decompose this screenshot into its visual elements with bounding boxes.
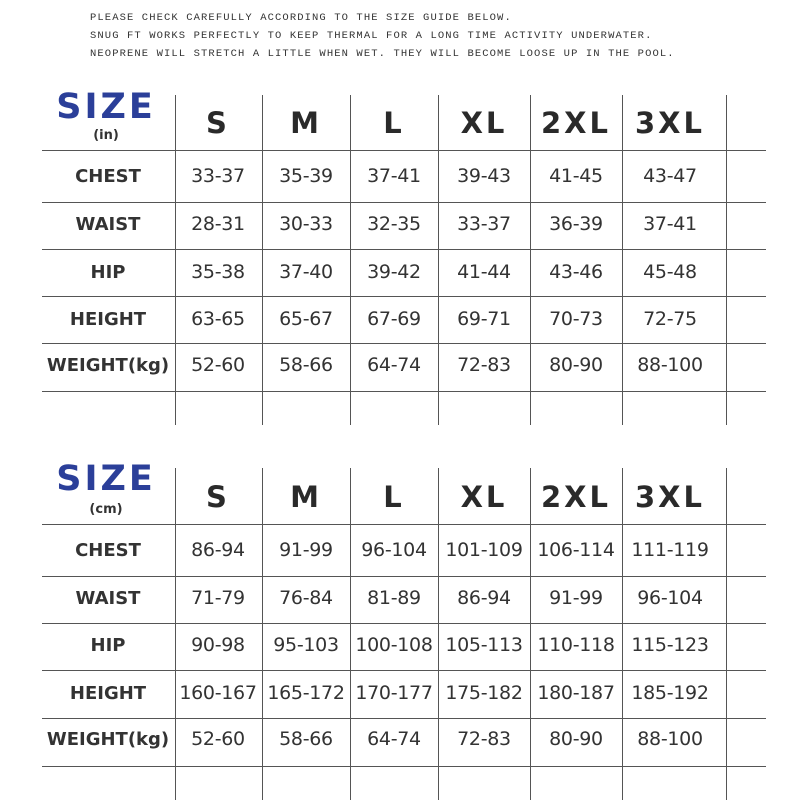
size-header: XL bbox=[460, 480, 508, 514]
table-cell: 35-38 bbox=[191, 261, 245, 283]
table-cell: 90-98 bbox=[191, 634, 245, 656]
table-cell: 32-35 bbox=[367, 213, 421, 235]
table-cell: 39-43 bbox=[457, 165, 511, 187]
table-rule bbox=[42, 623, 766, 624]
table-cell: 64-74 bbox=[367, 354, 421, 376]
table-rule bbox=[42, 391, 766, 392]
table-rule bbox=[42, 766, 766, 767]
table-cell: 37-40 bbox=[279, 261, 333, 283]
table-cell: 105-113 bbox=[445, 634, 523, 656]
table-cell: 71-79 bbox=[191, 587, 245, 609]
size-header: XL bbox=[460, 106, 508, 140]
table-cell: 52-60 bbox=[191, 728, 245, 750]
table-cell: 64-74 bbox=[367, 728, 421, 750]
size-header: S bbox=[206, 106, 230, 140]
table-cell: 36-39 bbox=[549, 213, 603, 235]
table-cell: 88-100 bbox=[637, 728, 703, 750]
size-header: M bbox=[290, 106, 322, 140]
table-cell: 91-99 bbox=[279, 539, 333, 561]
unit-label: (in) bbox=[93, 128, 119, 143]
table-cell: 180-187 bbox=[537, 682, 615, 704]
table-cell: 96-104 bbox=[637, 587, 703, 609]
table-cell: 58-66 bbox=[279, 354, 333, 376]
table-cell: 39-42 bbox=[367, 261, 421, 283]
column-rule bbox=[175, 95, 176, 425]
table-cell: 185-192 bbox=[631, 682, 709, 704]
table-cell: 80-90 bbox=[549, 728, 603, 750]
table-cell: 37-41 bbox=[367, 165, 421, 187]
table-cell: 165-172 bbox=[267, 682, 345, 704]
table-rule bbox=[42, 343, 766, 344]
table-cell: 43-47 bbox=[643, 165, 697, 187]
table-cell: 28-31 bbox=[191, 213, 245, 235]
table-rule bbox=[42, 524, 766, 525]
size-header: L bbox=[383, 106, 405, 140]
table-cell: 101-109 bbox=[445, 539, 523, 561]
column-rule bbox=[438, 468, 439, 800]
table-cell: 76-84 bbox=[279, 587, 333, 609]
column-rule bbox=[726, 95, 727, 425]
table-cell: 63-65 bbox=[191, 308, 245, 330]
table-rule bbox=[42, 202, 766, 203]
row-label: HEIGHT bbox=[69, 683, 147, 704]
table-cell: 111-119 bbox=[631, 539, 709, 561]
table-cell: 65-67 bbox=[279, 308, 333, 330]
column-rule bbox=[438, 95, 439, 425]
row-label: CHEST bbox=[75, 166, 141, 187]
table-cell: 69-71 bbox=[457, 308, 511, 330]
table-rule bbox=[42, 670, 766, 671]
table-cell: 95-103 bbox=[273, 634, 339, 656]
size-chart-centimeters bbox=[0, 459, 800, 800]
table-cell: 30-33 bbox=[279, 213, 333, 235]
size-header: 3XL bbox=[634, 480, 706, 514]
size-header: M bbox=[290, 480, 322, 514]
table-cell: 35-39 bbox=[279, 165, 333, 187]
table-cell: 115-123 bbox=[631, 634, 709, 656]
row-label: WAIST bbox=[75, 588, 141, 609]
table-cell: 33-37 bbox=[457, 213, 511, 235]
table-cell: 67-69 bbox=[367, 308, 421, 330]
unit-label: (cm) bbox=[89, 502, 123, 517]
table-cell: 81-89 bbox=[367, 587, 421, 609]
size-header: L bbox=[383, 480, 405, 514]
row-label: HIP bbox=[90, 262, 126, 283]
table-cell: 72-75 bbox=[643, 308, 697, 330]
size-header: S bbox=[206, 480, 230, 514]
note-line: NEOPRENE WILL STRETCH A LITTLE WHEN WET. THEY WILL BECOME LOOSE UP IN THE POOL. bbox=[90, 48, 675, 60]
table-cell: 80-90 bbox=[549, 354, 603, 376]
row-label: WEIGHT(kg) bbox=[46, 729, 170, 750]
table-cell: 33-37 bbox=[191, 165, 245, 187]
table-cell: 58-66 bbox=[279, 728, 333, 750]
row-label: CHEST bbox=[75, 540, 141, 561]
size-header: 3XL bbox=[634, 106, 706, 140]
table-cell: 41-44 bbox=[457, 261, 511, 283]
table-cell: 43-46 bbox=[549, 261, 603, 283]
row-label: HIP bbox=[90, 635, 126, 656]
column-rule bbox=[175, 468, 176, 800]
size-header: 2XL bbox=[540, 480, 612, 514]
column-rule bbox=[530, 468, 531, 800]
table-cell: 45-48 bbox=[643, 261, 697, 283]
size-guide-notes bbox=[90, 9, 675, 63]
column-rule bbox=[530, 95, 531, 425]
size-chart-inches bbox=[0, 87, 800, 425]
table-rule bbox=[42, 296, 766, 297]
table-cell: 72-83 bbox=[457, 354, 511, 376]
table-rule bbox=[42, 718, 766, 719]
table-cell: 170-177 bbox=[355, 682, 433, 704]
table-cell: 100-108 bbox=[355, 634, 433, 656]
table-cell: 70-73 bbox=[549, 308, 603, 330]
size-header: 2XL bbox=[540, 106, 612, 140]
row-label: WEIGHT(kg) bbox=[46, 355, 170, 376]
column-rule bbox=[622, 95, 623, 425]
note-line: PLEASE CHECK CAREFULLY ACCORDING TO THE SIZE GUIDE BELOW. bbox=[90, 12, 512, 24]
table-cell: 91-99 bbox=[549, 587, 603, 609]
table-cell: 88-100 bbox=[637, 354, 703, 376]
table-rule bbox=[42, 249, 766, 250]
table-cell: 86-94 bbox=[191, 539, 245, 561]
table-rule bbox=[42, 150, 766, 151]
table-cell: 37-41 bbox=[643, 213, 697, 235]
column-rule bbox=[622, 468, 623, 800]
column-rule bbox=[350, 468, 351, 800]
table-cell: 41-45 bbox=[549, 165, 603, 187]
column-rule bbox=[262, 95, 263, 425]
table-cell: 106-114 bbox=[537, 539, 615, 561]
column-rule bbox=[726, 468, 727, 800]
table-cell: 160-167 bbox=[179, 682, 257, 704]
row-label: HEIGHT bbox=[69, 309, 147, 330]
size-title: SIZE bbox=[56, 87, 156, 127]
table-rule bbox=[42, 576, 766, 577]
column-rule bbox=[350, 95, 351, 425]
column-rule bbox=[262, 468, 263, 800]
table-cell: 52-60 bbox=[191, 354, 245, 376]
note-line: SNUG FT WORKS PERFECTLY TO KEEP THERMAL FOR A LONG TIME ACTIVITY UNDERWATER. bbox=[90, 30, 653, 42]
table-cell: 96-104 bbox=[361, 539, 427, 561]
size-title: SIZE bbox=[56, 459, 156, 499]
table-cell: 72-83 bbox=[457, 728, 511, 750]
table-cell: 110-118 bbox=[537, 634, 615, 656]
table-cell: 86-94 bbox=[457, 587, 511, 609]
row-label: WAIST bbox=[75, 214, 141, 235]
table-cell: 175-182 bbox=[445, 682, 523, 704]
